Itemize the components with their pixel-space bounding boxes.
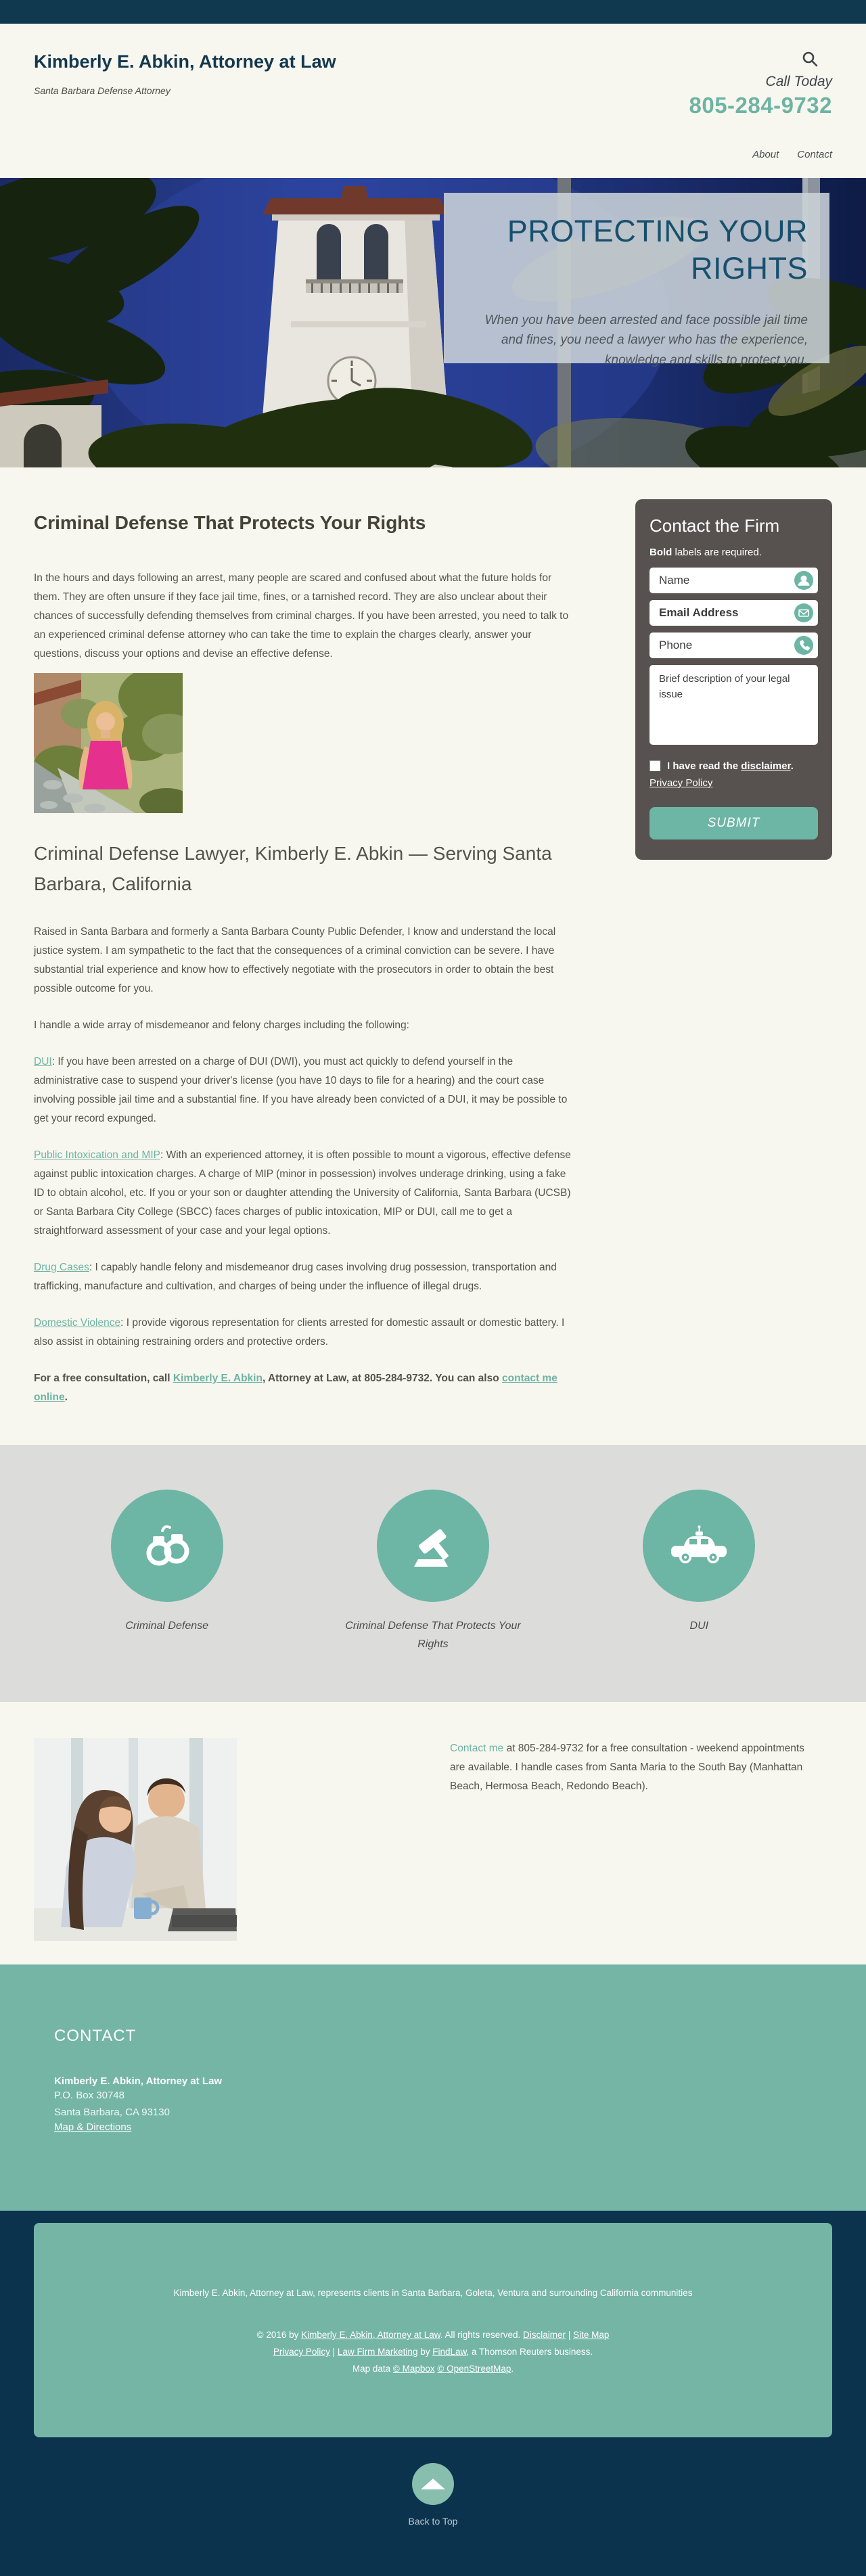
feature-label: DUI [689, 1619, 709, 1632]
footer-mapbox-link[interactable]: © Mapbox [392, 2364, 435, 2374]
consult-text: Contact me at 805-284-9732 for a free consultation - weekend appointments are available. I handle cases from Santa Maria to the South Bay (Manhattan Beach, Hermosa Beach, Redondo Beach). [450, 1743, 804, 1793]
footer-serving-line: Kimberly E. Abkin, Attorney at Law, represents clients in Santa Barbara, Goleta, Ventura and surrounding California communities [173, 2288, 693, 2299]
footer [0, 2211, 866, 2576]
attorney-photo [34, 673, 183, 813]
footer-marketing-link[interactable]: Law Firm Marketing [337, 2347, 418, 2358]
person-icon [794, 571, 813, 590]
feature-criminal-defense[interactable] [34, 1490, 300, 1653]
section-heading: Criminal Defense Lawyer, Kimberly E. Abkin — Serving Santa Barbara, California [34, 843, 552, 895]
site-tagline: Santa Barbara Defense Attorney [34, 85, 170, 96]
practice-drug-cases: Drug Cases: I capably handle felony and misdemeanor drug cases involving drug possession, transportation and trafficking, manufacture and cultivation, and charges of being under the influence of illegal drugs. [34, 1261, 557, 1292]
main-content [34, 467, 575, 1445]
domestic-violence-link[interactable]: Domestic Violence [34, 1316, 121, 1329]
name-input[interactable] [650, 568, 818, 593]
practice-dui: DUI: If you have been arrested on a charge of DUI (DWI), you must act quickly to defend yourself in the administrative case to suspend your driver's license (you have 10 days to file for a hearing) and the court case involving possible jail time and a substantial fine. If you have already been convicted of a DUI, it may be possible to get your record expunged. [34, 1055, 568, 1124]
form-required-note: Bold labels are required. [650, 547, 762, 558]
footer-box [34, 2223, 832, 2437]
name-field [650, 568, 818, 593]
firm-name: Kimberly E. Abkin, Attorney at Law [54, 2075, 223, 2088]
envelope-icon [794, 603, 813, 622]
intro-paragraph: In the hours and days following an arrest, many people are scared and confused about what the future holds for them. They are often unsure if they face jail time, fines, or a tarnished record. They are also unclear about their chances of successfully defending themselves from criminal charges. If you have been arrested, you need to talk to an experienced criminal defense attorney who can take the time to explain the charges clearly, answer your questions, discuss your options and devise an effective defense. [34, 572, 569, 660]
bio-paragraph: Raised in Santa Barbara and formerly a Santa Barbara County Public Defender, I know and understand the local justice system. I am sympathetic to the fact that the consequences of a criminal conviction can be severe. I have substantial trial experience and know how to effectively negotiate with the prosecutors in order to obtain the best possible outcome for you. [34, 925, 556, 994]
feature-label: Criminal Defense That Protects Your Rights [345, 1619, 521, 1650]
hero-banner [0, 178, 866, 467]
address-line-2: Santa Barbara, CA 93130 [54, 2107, 170, 2119]
up-arrow-icon [421, 2479, 445, 2489]
nav-contact[interactable]: Contact [797, 149, 832, 160]
feature-label: Criminal Defense [125, 1619, 209, 1632]
page-title: Criminal Defense That Protects Your Rights [34, 512, 426, 533]
email-input[interactable] [650, 600, 818, 626]
call-today-label: Call Today [765, 74, 832, 89]
footer-firm-link[interactable]: Kimberly E. Abkin, Attorney at Law [301, 2330, 440, 2341]
handcuffs-icon [111, 1490, 223, 1602]
practice-public-intoxication: Public Intoxication and MIP: With an experienced attorney, it is often possible to mount a vigorous, effective defense against public intoxication charges. A charge of MIP (minor in possession) involves underage drinking, using a fake ID to obtain alcohol, etc. If you or your son or daughter attending the University of California, Santa Barbara (UCSB) or Santa Barbara City College (SBCC) faces charges of public intoxication, MIP or DUI, call me to get a straightforward assessment of your case and your legal options. [34, 1149, 571, 1237]
privacy-policy-link[interactable]: Privacy Policy [650, 777, 713, 789]
phone-number[interactable]: 805-284-9732 [689, 93, 832, 118]
dui-link[interactable]: DUI [34, 1055, 52, 1067]
email-field [650, 600, 818, 626]
feature-protects-rights[interactable] [300, 1490, 566, 1653]
main-nav [752, 149, 832, 160]
address-line-1: P.O. Box 30748 [54, 2090, 124, 2102]
gavel-icon [377, 1490, 489, 1602]
attorney-link[interactable]: Kimberly E. Abkin [173, 1372, 263, 1384]
disclaimer-checkbox[interactable] [650, 760, 660, 771]
hero-heading: PROTECTING YOUR RIGHTS [507, 214, 808, 285]
police-car-icon [643, 1490, 755, 1602]
map-directions-link[interactable]: Map & Directions [54, 2121, 132, 2134]
public-intoxication-link[interactable]: Public Intoxication and MIP [34, 1149, 160, 1161]
description-textarea[interactable] [650, 665, 818, 745]
footer-findlaw-link[interactable]: FindLaw [432, 2347, 467, 2358]
nav-about[interactable]: About [752, 149, 779, 160]
disclaimer-link[interactable]: disclaimer [741, 760, 791, 772]
search-icon[interactable] [801, 50, 819, 68]
contact-me-link[interactable]: Contact me [450, 1743, 504, 1755]
footer-sitemap-link[interactable]: Site Map [573, 2330, 610, 2341]
form-title: Contact the Firm [650, 515, 780, 536]
footer-privacy-link[interactable]: Privacy Policy [273, 2347, 330, 2358]
main-section [0, 467, 866, 1445]
disclaimer-row [650, 759, 818, 773]
footer-copyright: © 2016 by Kimberly E. Abkin, Attorney at Law. All rights reserved. Disclaimer | Site Map Privacy Policy | Law Firm Marketing by FindLaw, a Thomson Reuters business. Map data © Mapbox © OpenStreetMap. [256, 2330, 610, 2374]
contact-section [0, 1964, 866, 2211]
footer-osm-link[interactable]: © OpenStreetMap [437, 2364, 511, 2374]
practice-domestic-violence: Domestic Violence: I provide vigorous representation for clients arrested for domestic assault or domestic battery. I also assist in obtaining restraining orders and protective orders. [34, 1316, 565, 1348]
disclaimer-text: I have read the disclaimer. [667, 760, 794, 772]
submit-button[interactable]: SUBMIT [650, 807, 818, 840]
feature-dui[interactable] [566, 1490, 832, 1653]
phone-icon [794, 636, 813, 655]
top-bar [0, 0, 866, 24]
sidebar [635, 467, 832, 1445]
hero-overlay [444, 193, 829, 367]
contact-heading: CONTACT [54, 2027, 137, 2046]
back-to-top-label: Back to Top [408, 2516, 458, 2527]
features-band [0, 1445, 866, 1702]
contact-online-link[interactable]: contact me online [34, 1372, 557, 1403]
back-to-top-button[interactable] [412, 2463, 454, 2505]
footer-disclaimer-link[interactable]: Disclaimer [523, 2330, 566, 2341]
phone-input[interactable] [650, 632, 818, 658]
drug-cases-link[interactable]: Drug Cases [34, 1261, 89, 1273]
description-field [650, 665, 818, 748]
phone-field [650, 632, 818, 658]
couple-photo [34, 1738, 237, 1941]
hero-subtext: When you have been arrested and face possible jail time and fines, you need a lawyer who has the experience, knowledge and skills to protect you. [484, 313, 808, 367]
site-title: Kimberly E. Abkin, Attorney at Law [34, 51, 336, 72]
site-header [0, 24, 866, 178]
cta-paragraph: For a free consultation, call Kimberly E. Abkin, Attorney at Law, at 805-284-9732. You can also contact me online. [34, 1372, 557, 1403]
consult-section [0, 1702, 866, 1964]
contact-form [635, 499, 832, 860]
handle-intro: I handle a wide array of misdemeanor and felony charges including the following: [34, 1019, 409, 1031]
